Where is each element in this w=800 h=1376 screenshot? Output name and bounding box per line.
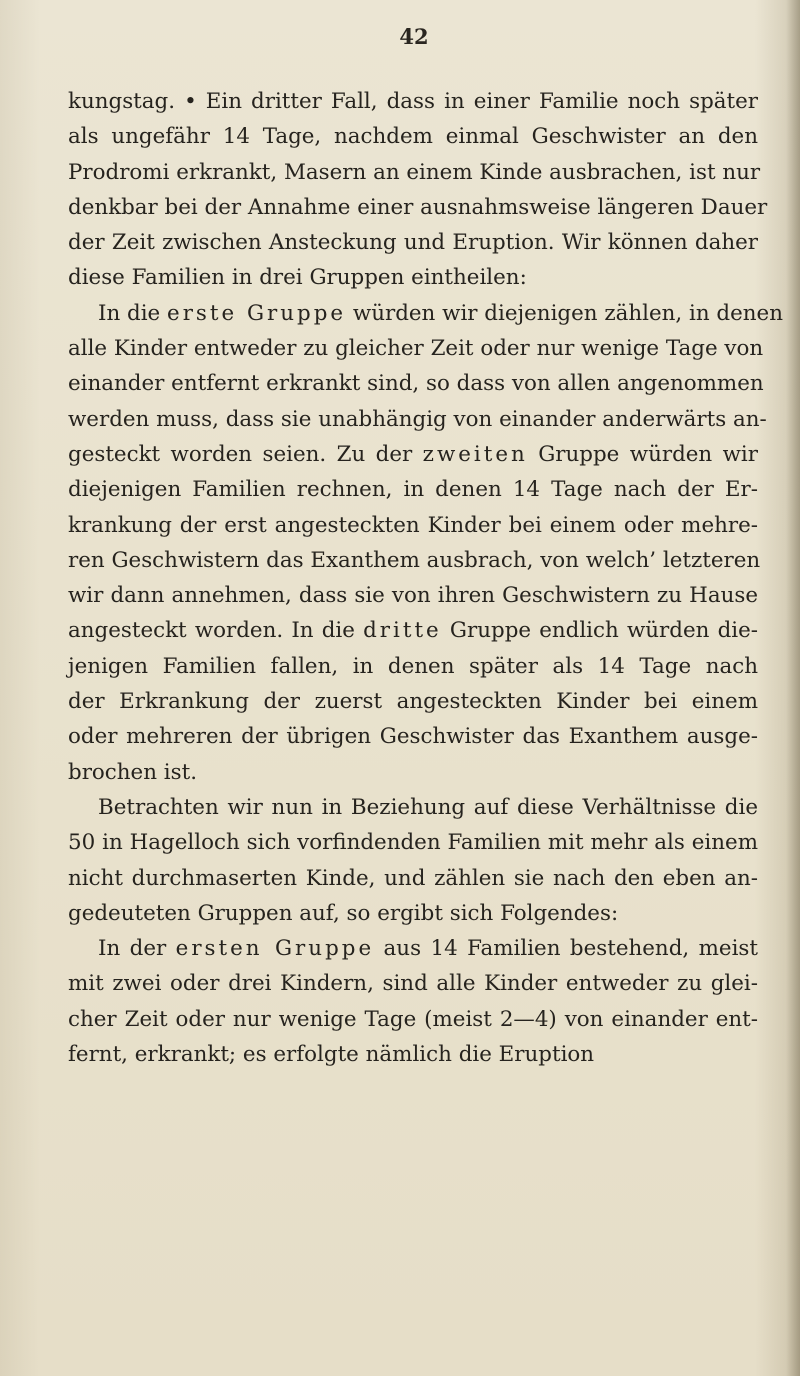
text-line: 50 in Hagelloch sich vorfindenden Familien mit mehr als einem [68, 830, 758, 856]
text-line: wir dann annehmen, dass sie von ihren Geschwistern zu Hause [68, 583, 758, 609]
text-segment: Gruppe würden wir [527, 441, 758, 467]
text-line: kungstag. • Ein dritter Fall, dass in einer Familie noch später [68, 89, 758, 114]
text-line: diese Familien in drei Gruppen eintheilen: [68, 265, 527, 291]
spaced-emphasis: zweiten [422, 441, 528, 467]
text-line: denkbar bei der Annahme einer ausnahmsweise längeren Dauer [68, 194, 768, 220]
text-segment: In die [98, 300, 168, 326]
spaced-emphasis: dritte [363, 618, 442, 644]
spaced-emphasis: ersten Gruppe [175, 936, 375, 962]
text-line: ren Geschwistern das Exanthem ausbrach, von welch’ letzteren [68, 547, 761, 573]
text-line: als ungefähr 14 Tage, nachdem einmal Geschwister an den [68, 124, 758, 150]
body-text [68, 84, 783, 1072]
text-line: werden muss, dass sie unabhängig von einander anderwärts an- [68, 406, 767, 432]
text-line: diejenigen Familien rechnen, in denen 14 Tage nach der Er- [68, 477, 758, 503]
text-line [68, 931, 758, 966]
text-segment: gesteckt worden seien. Zu der [68, 441, 423, 467]
text-segment: aus 14 Familien bestehend, meist [374, 936, 758, 962]
page-number: 42 [399, 24, 429, 49]
text-line: gedeuteten Gruppen auf, so ergibt sich Folgendes: [68, 900, 619, 926]
text-line [68, 296, 783, 331]
text-line [68, 437, 758, 472]
text-line: der Erkrankung der zuerst angesteckten Kinder bei einem [68, 689, 758, 715]
text-line: einander entfernt erkrankt sind, so dass von allen angenommen [68, 371, 764, 397]
text-line: Prodromi erkrankt, Masern an einem Kinde ausbrachen, ist nur [68, 159, 761, 185]
text-line: krankung der erst angesteckten Kinder bei einem oder mehre- [68, 512, 758, 538]
text-line: cher Zeit oder nur wenige Tage (meist 2—4) von einander ent- [68, 1006, 758, 1032]
text-segment: In der [98, 936, 176, 962]
page-binding-shadow [786, 0, 800, 1376]
text-line: brochen ist. [68, 759, 198, 785]
text-line: alle Kinder entweder zu gleicher Zeit oder nur wenige Tage von [68, 336, 764, 362]
text-segment: Gruppe endlich würden die- [441, 618, 758, 644]
text-line: der Zeit zwischen Ansteckung und Eruption. Wir können daher [68, 230, 758, 256]
text-line: fernt, erkrankt; es erfolgte nämlich die Eruption [68, 1042, 595, 1068]
text-line: jenigen Familien fallen, in denen später als 14 Tage nach [68, 653, 758, 679]
text-line: mit zwei oder drei Kindern, sind alle Kinder entweder zu glei- [68, 971, 758, 997]
text-segment: angesteckt worden. In die [68, 618, 364, 644]
text-line: oder mehreren der übrigen Geschwister das Exanthem ausge- [68, 724, 758, 750]
spaced-emphasis: erste Gruppe [167, 300, 347, 326]
text-line [68, 613, 758, 648]
text-segment: würden wir diejenigen zählen, in denen [346, 300, 783, 326]
text-line: Betrachten wir nun in Beziehung auf diese Verhältnisse die [98, 794, 758, 820]
text-line: nicht durchmaserten Kinde, und zählen sie nach den eben an- [68, 865, 758, 891]
